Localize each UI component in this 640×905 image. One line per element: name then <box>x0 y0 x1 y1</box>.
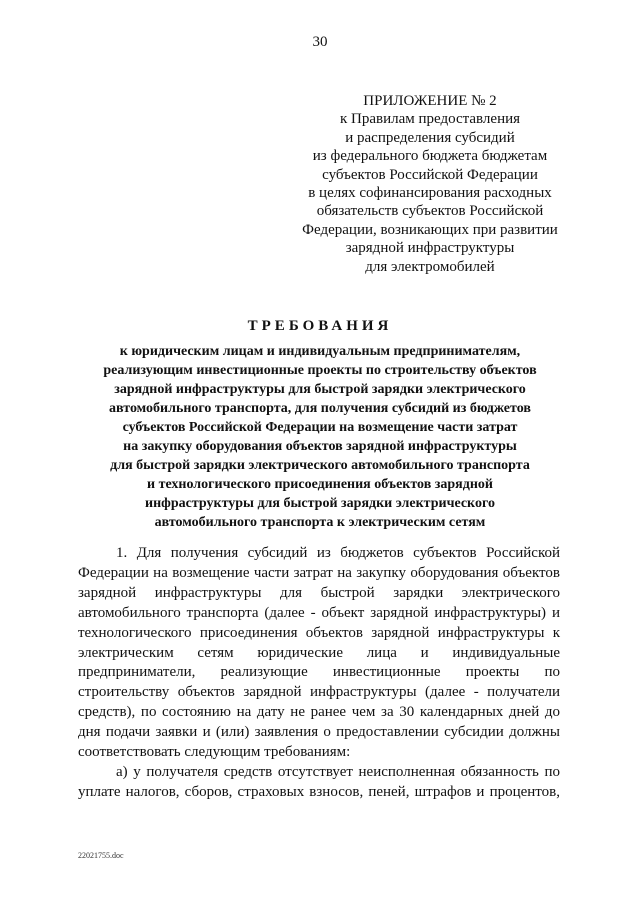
paragraph-1-line: предприниматели, реализующие инвестиционные проекты по <box>78 664 560 681</box>
document-title: ТРЕБОВАНИЯ <box>247 318 393 334</box>
paragraph-1-line: Федерации на возмещение части затрат на закупку оборудования объектов <box>78 564 560 581</box>
subtitle-line: автомобильного транспорта к электрическим сетям <box>154 515 486 530</box>
subtitle-line: на закупку оборудования объектов зарядной инфраструктуры <box>123 439 517 454</box>
appendix-line: и распределения субсидий <box>345 129 515 146</box>
paragraph-1-line: строительству объектов зарядной инфраструктуры (далее - получатели <box>78 684 560 701</box>
paragraph-1-line: дня подачи заявки и (или) заявления о предоставлении субсидии должны <box>78 724 560 741</box>
appendix-line: ПРИЛОЖЕНИЕ № 2 <box>363 93 497 109</box>
appendix-line: для электромобилей <box>365 258 495 275</box>
subtitle-line: инфраструктуры для быстрой зарядки электрического <box>145 496 495 511</box>
appendix-line: Федерации, возникающих при развитии <box>302 221 558 238</box>
paragraph-a-line: уплате налогов, сборов, страховых взносов, пеней, штрафов и процентов, <box>78 783 560 800</box>
appendix-header <box>280 92 580 276</box>
subtitle-line: для быстрой зарядки электрического автомобильного транспорта <box>110 458 530 473</box>
paragraph-1-line: электрическим сетям юридические лица и индивидуальные <box>78 644 560 661</box>
subtitle-line: автомобильного транспорта, для получения субсидий из бюджетов <box>109 401 531 416</box>
appendix-line: зарядной инфраструктуры <box>345 240 515 257</box>
appendix-line: субъектов Российской Федерации <box>322 166 538 183</box>
appendix-line: к Правилам предоставления <box>339 111 521 128</box>
paragraph-1-line: средств), по состоянию на дату не ранее чем за 30 календарных дней до <box>78 704 560 721</box>
appendix-line: обязательств субъектов Российской <box>316 203 544 220</box>
paragraph-1-line: 1. Для получения субсидий из бюджетов субъектов Российской <box>116 545 560 561</box>
appendix-line: из федерального бюджета бюджетам <box>312 148 548 165</box>
subtitle-line: и технологического присоединения объектов зарядной <box>147 477 493 492</box>
subtitle-line: к юридическим лицам и индивидуальным предпринимателям, <box>119 344 521 359</box>
paragraph-1-line: технологического присоединения объектов зарядной инфраструктуры к <box>78 624 560 641</box>
subtitle-line: субъектов Российской Федерации на возмещение части затрат <box>122 420 518 435</box>
paragraph-1-line: автомобильного транспорта (далее - объект зарядной инфраструктуры) и <box>78 604 560 621</box>
appendix-line: в целях софинансирования расходных <box>308 185 552 202</box>
page-number: 30 <box>312 34 328 50</box>
paragraph-1-line: соответствовать следующим требованиям: <box>78 744 351 761</box>
subtitle-line: зарядной инфраструктуры для быстрой зарядки электрического <box>114 382 526 397</box>
paragraph-a-line: а) у получателя средств отсутствует неисполненная обязанность по <box>116 763 560 780</box>
document-subtitle <box>60 342 580 532</box>
body-paragraphs <box>78 544 560 803</box>
paragraph-1-line: зарядной инфраструктуры для быстрой зарядки электрического <box>78 584 560 601</box>
subtitle-line: реализующим инвестиционные проекты по строительству объектов <box>103 363 537 378</box>
document-file-reference: 22021755.doc <box>78 851 124 860</box>
